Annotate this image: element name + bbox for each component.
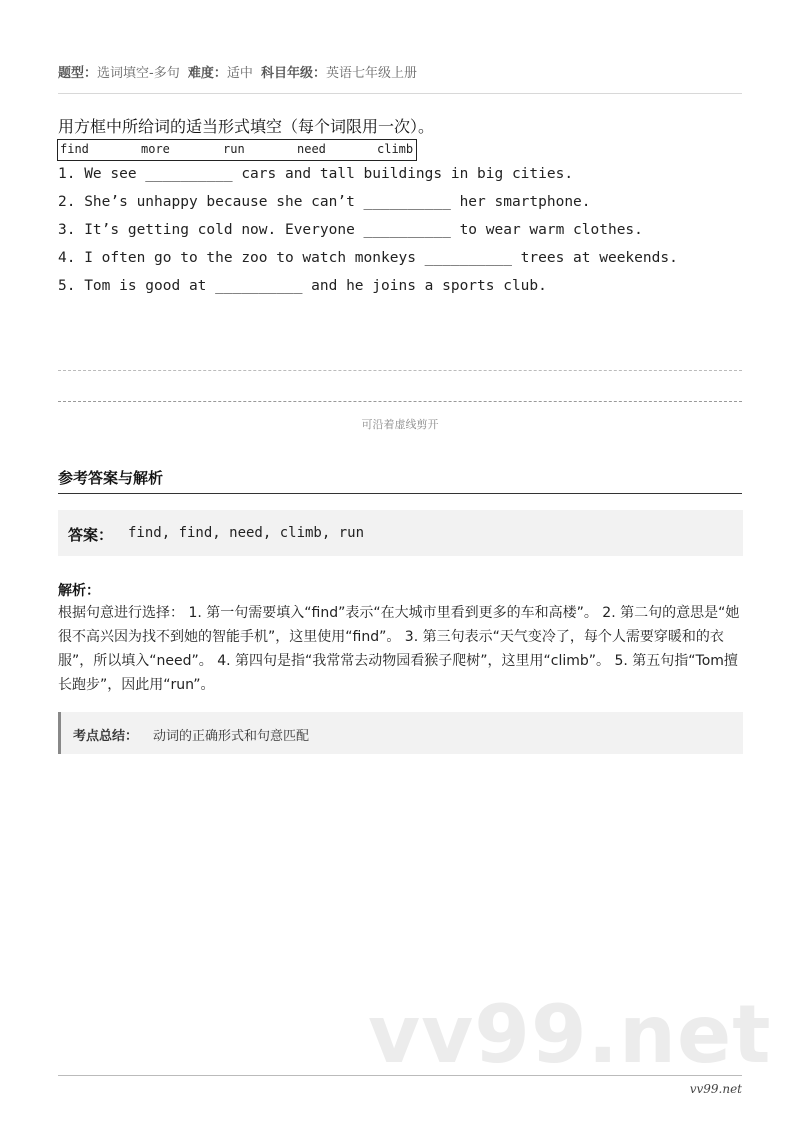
analysis-label: 解析：	[58, 583, 100, 599]
key-point-value: 动词的正确形式和句意匹配	[153, 729, 310, 744]
answer-section-title: 参考答案与解析	[58, 469, 164, 487]
answer-label: 答案：	[68, 526, 114, 544]
question-item: 2. She’s unhappy because she can’t __________ her smartphone.	[58, 194, 591, 210]
analysis-text: 根据句意进行选择： 1. 第一句需要填入“find”表示“在大城市里看到更多的车和高楼”。 2. 第二句的意思是“她很不高兴因为找不到她的智能手机”，这里使用“find”。 3. 第三句表示“天气变冷了，每个人需要穿暖和的衣服”，所以填入“need”。 4. 第四句是指“我常常去动物园看猴子爬树”，这里用“climb”。 5. 第五句指“Tom擅长跑步”，因此用“run”。	[58, 605, 740, 693]
answer-section-divider	[58, 493, 742, 494]
word-box-item: climb	[377, 142, 414, 156]
cut-line-upper	[58, 370, 742, 371]
question-item: 3. It’s getting cold now. Everyone __________ to wear warm clothes.	[58, 222, 643, 238]
question-item: 5. Tom is good at __________ and he joins a sports club.	[58, 278, 547, 294]
question-item: 1. We see __________ cars and tall buildings in big cities.	[58, 166, 574, 182]
question-list	[58, 164, 678, 304]
footer-site: vv99.net	[689, 1082, 742, 1096]
cut-hint: 可沿着虚线剪开	[361, 418, 439, 431]
watermark: vv99.net	[368, 988, 772, 1081]
word-box-item: run	[223, 142, 245, 156]
answer-value: find, find, need, climb, run	[128, 525, 365, 541]
word-box-item: find	[60, 142, 89, 156]
header-divider	[58, 93, 742, 94]
key-point-box	[58, 712, 743, 754]
cut-line-lower	[58, 401, 742, 402]
type-value: 选词填空-多句	[97, 66, 180, 81]
answer-box	[58, 510, 743, 556]
type-label: 题型：	[58, 66, 98, 81]
subject-value: 英语七年级上册	[326, 66, 418, 81]
word-box	[57, 139, 417, 161]
question-meta	[58, 62, 421, 81]
question-item: 4. I often go to the zoo to watch monkeys __________ trees at weekends.	[58, 250, 678, 266]
footer-divider	[58, 1075, 742, 1076]
instruction: 用方框中所给词的适当形式填空（每个词限用一次）。	[58, 117, 435, 136]
key-point-label: 考点总结：	[73, 729, 139, 744]
word-box-item: need	[297, 142, 326, 156]
word-box-item: more	[141, 142, 170, 156]
subject-label: 科目年级：	[261, 66, 327, 81]
difficulty-value: 适中	[226, 66, 253, 81]
difficulty-label: 难度：	[187, 66, 227, 81]
